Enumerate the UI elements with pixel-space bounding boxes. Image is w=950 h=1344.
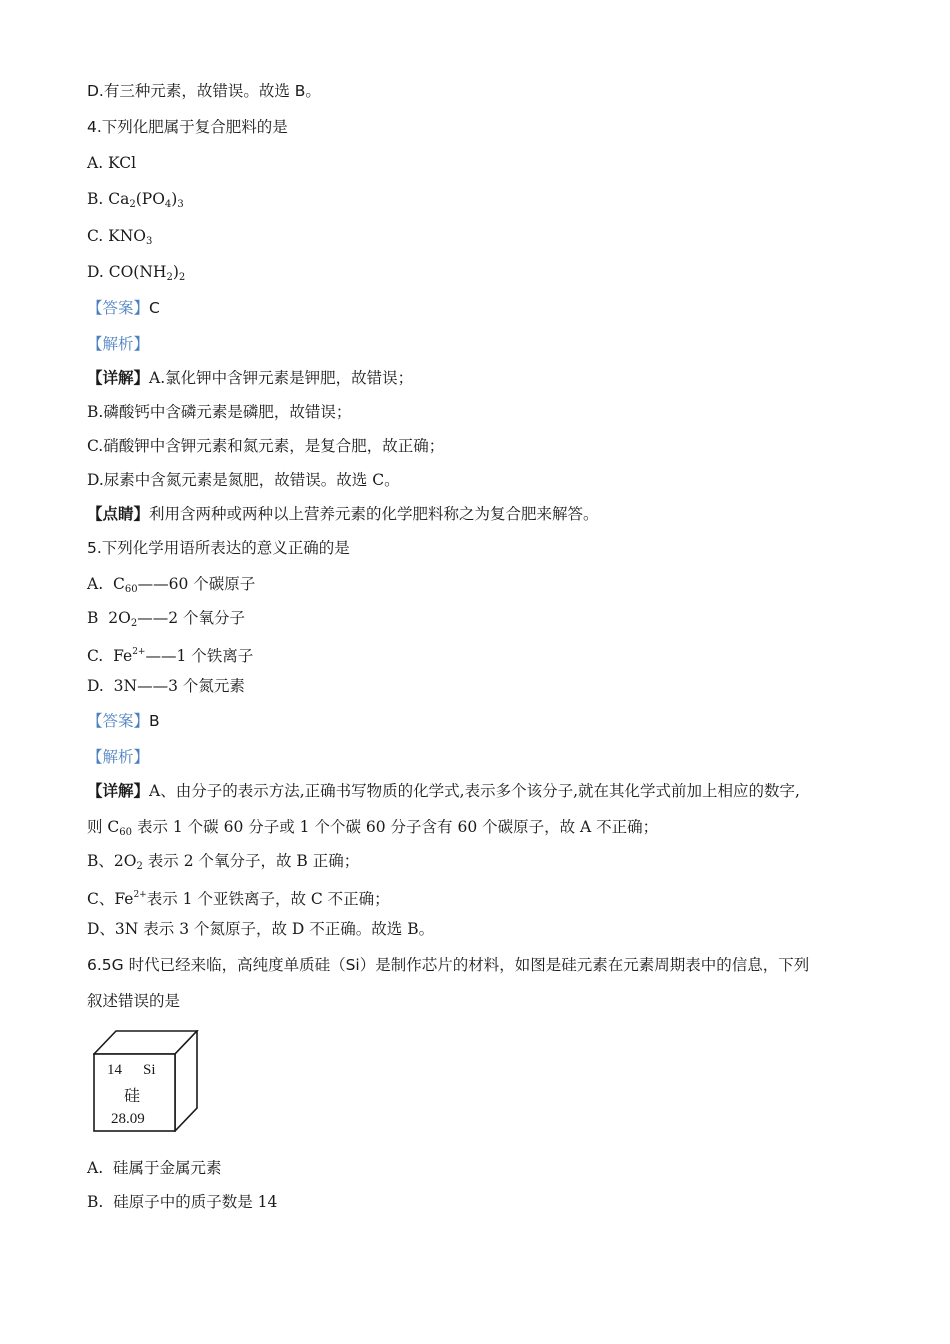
atomic-number: 14 bbox=[107, 1062, 122, 1078]
q4-option-a: A. KCl bbox=[87, 154, 137, 172]
q6-option-b: B. 硅原子中的质子数是 14 bbox=[87, 1193, 278, 1211]
q4-stem: 4.下列化肥属于复合肥料的是 bbox=[87, 118, 288, 136]
q5-option-d: D. 3N——3 个氮元素 bbox=[87, 677, 245, 695]
q5-option-c: C. $Fe^{2+}——1$ 个铁离子 bbox=[87, 647, 254, 665]
q4-option-d: D. $CO(NH_2)_2$ bbox=[87, 263, 186, 283]
q4-option-c: C. $KNO_3$ bbox=[87, 227, 153, 247]
q5-detail-4: C、$Fe^{2+}$表示 1 个亚铁离子，故 C 不正确； bbox=[87, 890, 390, 908]
q6-stem-line-2: 叙述错误的是 bbox=[87, 992, 181, 1010]
q3-conclusion: D.有三种元素，故错误。故选 B。 bbox=[87, 82, 321, 100]
q5-option-a: A. $C_{60}——60$ 个碳原子 bbox=[87, 575, 256, 595]
q5-detail-1: 【详解】A、由分子的表示方法,正确书写物质的化学式,表示多个该分子,就在其化学式前加上相应的数字, bbox=[87, 781, 800, 800]
silicon-element-cell bbox=[93, 1030, 199, 1132]
atomic-mass: 28.09 bbox=[111, 1111, 145, 1127]
q4-tip: 【点睛】利用含两种或两种以上营养元素的化学肥料称之为复合肥来解答。 bbox=[87, 504, 599, 523]
q6-stem-line-1: 6.5G 时代已经来临，高纯度单质硅（Si）是制作芯片的材料，如图是硅元素在元素周期表中的信息，下列 bbox=[87, 956, 810, 974]
q4-detail-1: 【详解】A.氯化钾中含钾元素是钾肥，故错误； bbox=[87, 368, 414, 387]
q5-answer: 【答案】B bbox=[87, 712, 160, 730]
q4-analysis-label: 【解析】 bbox=[87, 335, 150, 353]
q4-detail-4: D.尿素中含氮元素是氮肥，故错误。故选 C。 bbox=[87, 471, 400, 489]
q4-detail-3: C.硝酸钾中含钾元素和氮元素，是复合肥，故正确； bbox=[87, 437, 445, 455]
q5-detail-3: B、$2O_2$ 表示 2 个氧分子，故 B 正确； bbox=[87, 852, 360, 872]
q4-answer: 【答案】C bbox=[87, 299, 160, 317]
element-symbol: Si bbox=[143, 1062, 156, 1078]
q5-detail-5: D、3N 表示 3 个氮原子，故 D 不正确。故选 B。 bbox=[87, 920, 435, 938]
q5-option-b: B $2O_2——2$ 个氧分子 bbox=[87, 609, 245, 629]
q6-option-a: A. 硅属于金属元素 bbox=[87, 1159, 222, 1177]
q5-stem: 5.下列化学用语所表达的意义正确的是 bbox=[87, 539, 350, 557]
q5-analysis-label: 【解析】 bbox=[87, 748, 150, 766]
q4-detail-2: B.磷酸钙中含磷元素是磷肥，故错误； bbox=[87, 403, 352, 421]
q4-option-b: B. $Ca_2(PO_4)_3$ bbox=[87, 190, 184, 210]
element-cube-drawing bbox=[93, 1030, 199, 1132]
element-name: 硅 bbox=[124, 1086, 141, 1105]
q5-detail-2: 则 $C_{60}$ 表示 1 个碳 60 分子或 1 个个碳 60 分子含有 60 个碳原子，故 A 不正确； bbox=[87, 818, 659, 838]
